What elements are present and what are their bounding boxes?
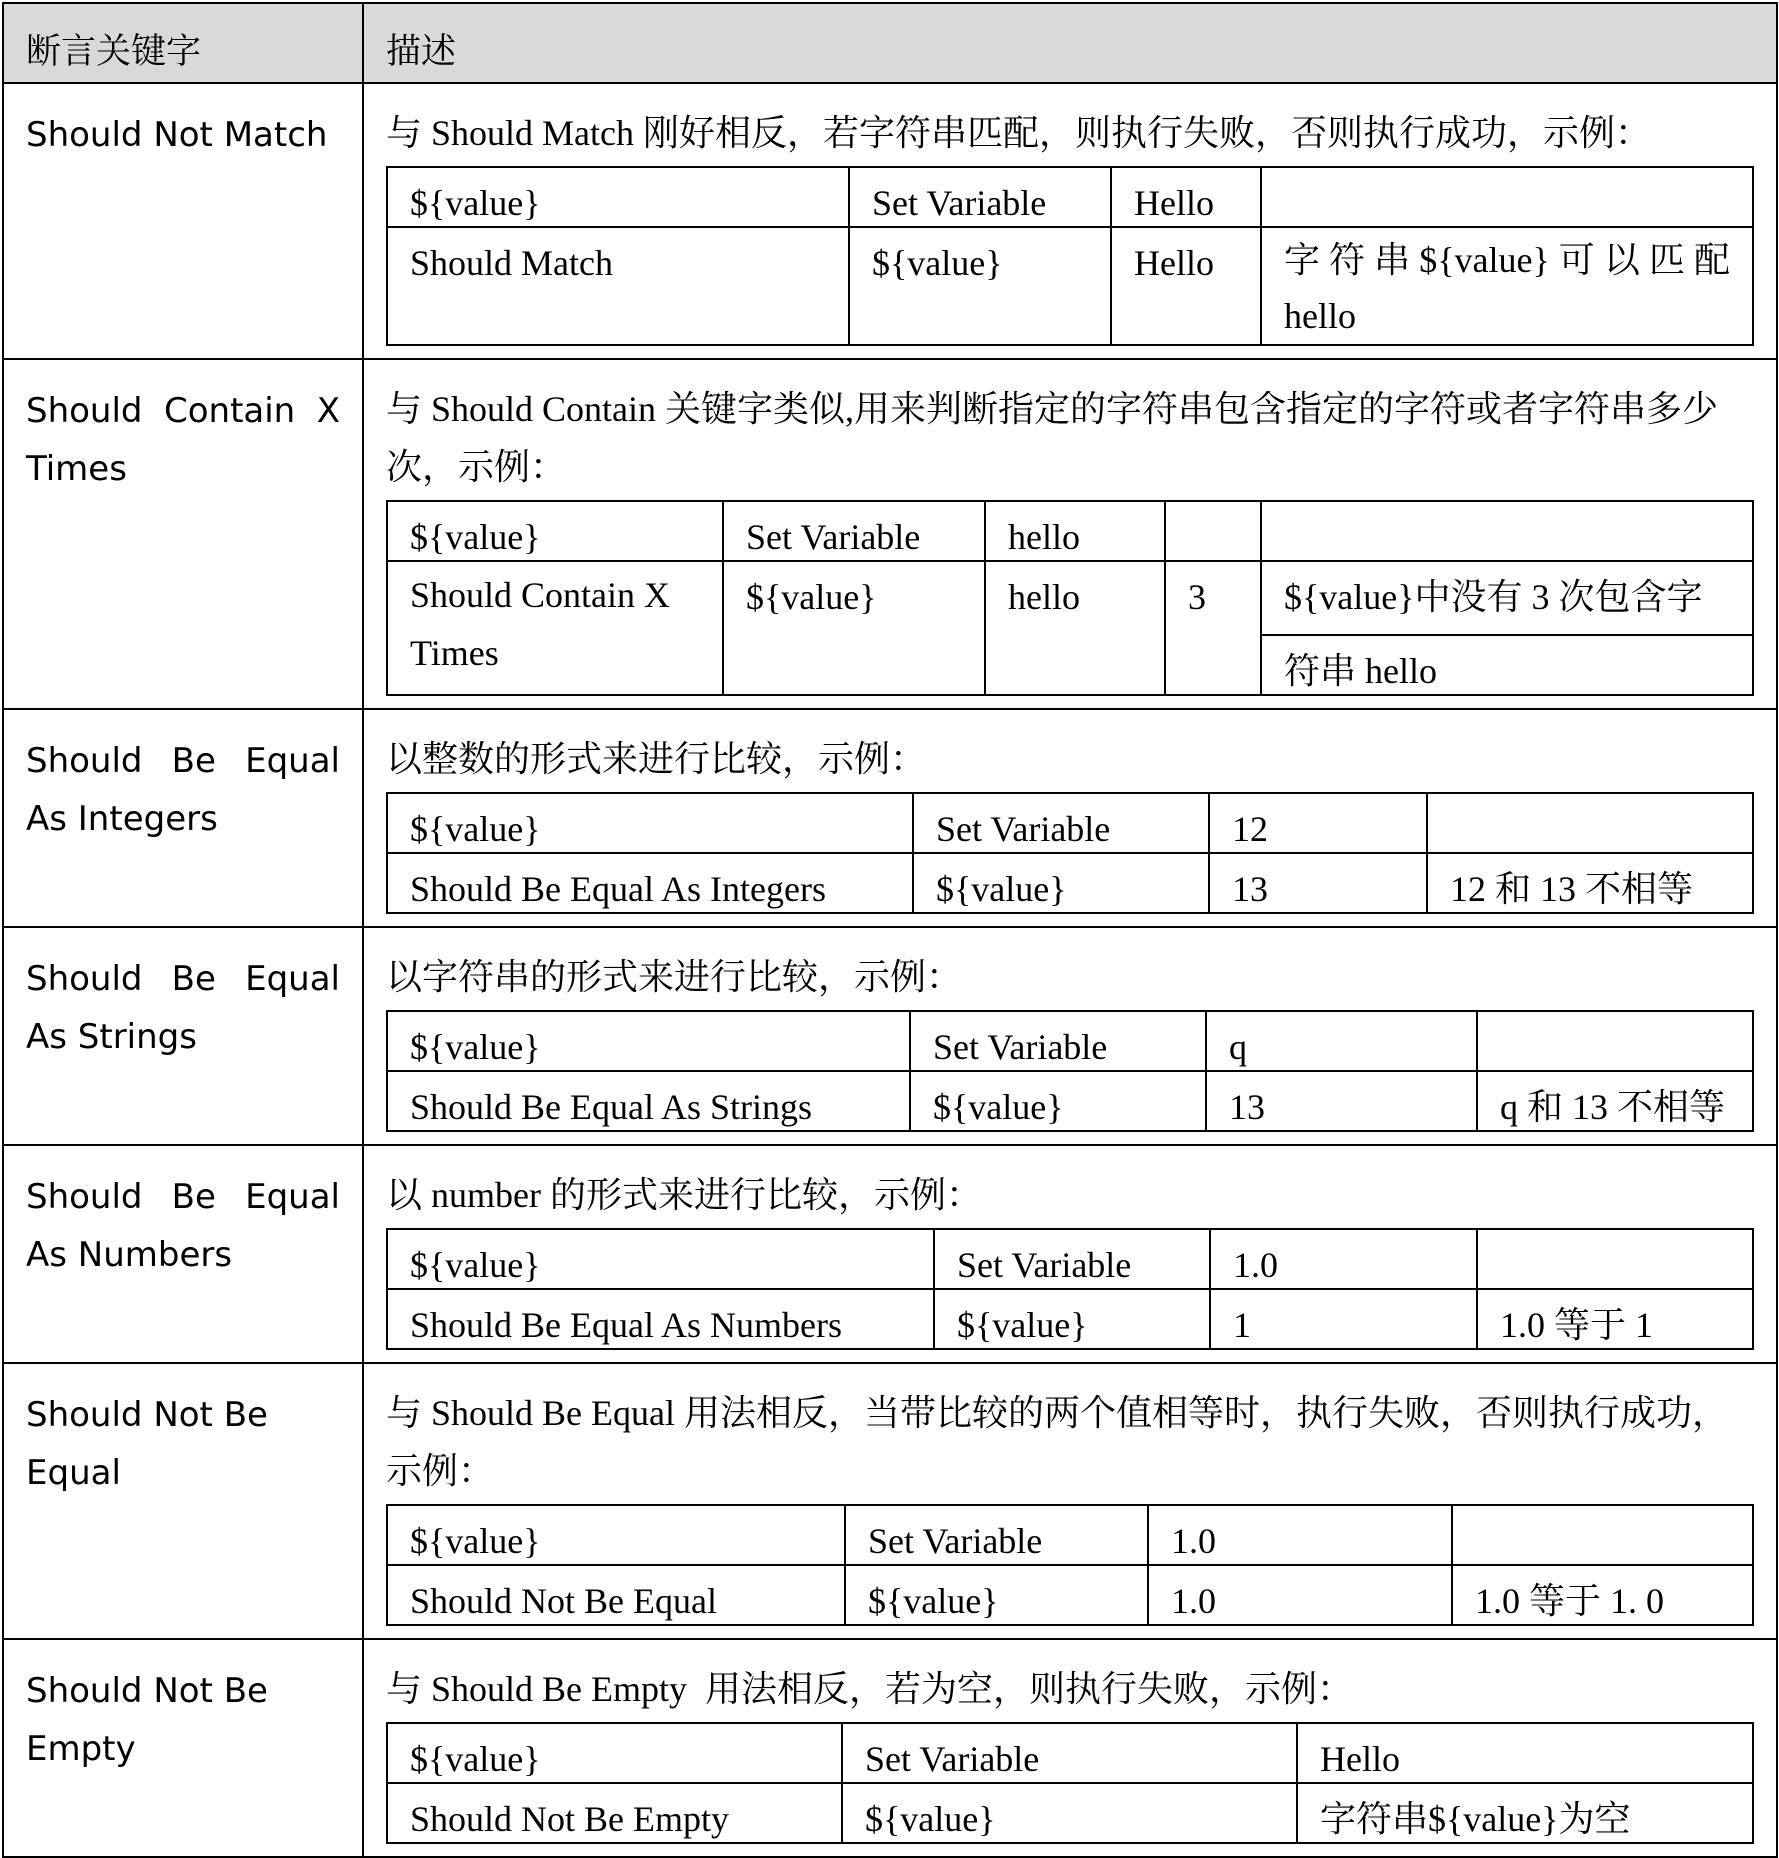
example-cell <box>1165 501 1261 561</box>
example-table <box>386 500 1754 696</box>
example-row <box>387 853 1753 913</box>
keyword-cell: Should Be Equal As Integers <box>3 709 363 927</box>
example-cell: 13 <box>1209 853 1427 913</box>
example-table <box>386 1504 1754 1626</box>
example-cell: hello <box>985 561 1165 695</box>
example-cell: ${value} <box>387 793 913 853</box>
example-row <box>387 1229 1753 1289</box>
table-row <box>3 927 1777 1145</box>
example-cell: ${value} <box>842 1783 1297 1843</box>
example-cell: ${value} <box>934 1289 1210 1349</box>
example-table <box>386 166 1754 346</box>
example-cell: Set Variable <box>845 1505 1148 1565</box>
example-cell <box>1452 1505 1753 1565</box>
description-cell <box>363 1639 1777 1857</box>
example-cell: Set Variable <box>910 1011 1206 1071</box>
example-cell: q 和 13 不相等 <box>1477 1071 1753 1131</box>
example-cell: Set Variable <box>723 501 985 561</box>
example-cell: Hello <box>1111 227 1261 345</box>
example-cell: q <box>1206 1011 1477 1071</box>
example-cell: ${value} <box>849 227 1111 345</box>
example-cell: 12 <box>1209 793 1427 853</box>
example-cell: ${value} <box>723 561 985 695</box>
example-cell: Hello <box>1297 1723 1753 1783</box>
example-cell: ${value} <box>845 1565 1148 1625</box>
table-row <box>3 83 1777 359</box>
example-row <box>387 1505 1753 1565</box>
example-cell: 1.0 <box>1210 1229 1477 1289</box>
example-table <box>386 1010 1754 1132</box>
example-cell: ${value} <box>910 1071 1206 1131</box>
example-cell: Should Be Equal As Numbers <box>387 1289 934 1349</box>
example-row <box>387 227 1753 345</box>
description-text: 与 Should Be Equal 用法相反，当带比较的两个值相等时，执行失败，否则执行成功，示例： <box>386 1393 1728 1491</box>
keyword-cell: Should Contain X Times <box>3 359 363 709</box>
example-row <box>387 1011 1753 1071</box>
example-row <box>387 1723 1753 1783</box>
example-cell: Should Not Be Equal <box>387 1565 845 1625</box>
example-cell: 1.0 <box>1148 1565 1452 1625</box>
description-text: 与 Should Be Empty 用法相反，若为空，则执行失败，示例： <box>386 1669 1354 1709</box>
table-row <box>3 1145 1777 1363</box>
example-cell <box>1261 167 1753 227</box>
example-cell: Should Be Equal As Integers <box>387 853 913 913</box>
example-cell: Should Match <box>387 227 849 345</box>
example-cell: 1.0 等于 1. 0 <box>1452 1565 1753 1625</box>
table-row <box>3 709 1777 927</box>
example-cell: 字符串${value}为空 <box>1297 1783 1753 1843</box>
description-cell <box>363 1363 1777 1639</box>
header-description: 描述 <box>363 3 1777 83</box>
assertion-keyword-table <box>2 2 1778 1858</box>
example-cell: ${value} <box>387 1723 842 1783</box>
example-table <box>386 1722 1754 1844</box>
description-text: 与 Should Match 刚好相反，若字符串匹配，则执行失败，否则执行成功，示例： <box>386 113 1651 153</box>
example-cell: hello <box>985 501 1165 561</box>
description-cell <box>363 359 1777 709</box>
example-cell: 1 <box>1210 1289 1477 1349</box>
example-cell <box>1261 501 1753 561</box>
example-cell: ${value}中没有 3 次包含字 <box>1261 561 1753 635</box>
keyword-cell: Should Not Match <box>3 83 363 359</box>
header-keyword: 断言关键字 <box>3 3 363 83</box>
keyword-cell: Should Be Equal As Numbers <box>3 1145 363 1363</box>
example-cell: ${value} <box>387 501 723 561</box>
example-cell: ${value} <box>387 1229 934 1289</box>
example-cell: ${value} <box>913 853 1209 913</box>
example-table <box>386 1228 1754 1350</box>
description-text: 与 Should Contain 关键字类似,用来判断指定的字符串包含指定的字符或者字符串多少次，示例： <box>386 389 1719 487</box>
example-cell: ${value} <box>387 1505 845 1565</box>
table-row <box>3 359 1777 709</box>
description-cell <box>363 709 1777 927</box>
table-row <box>3 1639 1777 1857</box>
example-cell: 13 <box>1206 1071 1477 1131</box>
example-cell: Should Contain X Times <box>387 561 723 695</box>
example-row <box>387 501 1753 561</box>
description-cell <box>363 83 1777 359</box>
example-cell: Set Variable <box>913 793 1209 853</box>
example-cell: ${value} <box>387 1011 910 1071</box>
example-cell: 字 符 串 ${value} 可 以 匹 配 hello <box>1261 227 1753 345</box>
example-table <box>386 792 1754 914</box>
example-cell: 1.0 <box>1148 1505 1452 1565</box>
description-cell <box>363 1145 1777 1363</box>
example-row <box>387 561 1753 635</box>
keyword-cell: Should Not Be Equal <box>3 1363 363 1639</box>
description-text: 以 number 的形式来进行比较，示例： <box>386 1175 982 1215</box>
keyword-cell: Should Be Equal As Strings <box>3 927 363 1145</box>
example-cell: Should Not Be Empty <box>387 1783 842 1843</box>
example-cell: Should Be Equal As Strings <box>387 1071 910 1131</box>
example-cell: Set Variable <box>934 1229 1210 1289</box>
example-cell: 1.0 等于 1 <box>1477 1289 1753 1349</box>
keyword-cell: Should Not Be Empty <box>3 1639 363 1857</box>
example-row <box>387 1783 1753 1843</box>
example-cell <box>1477 1011 1753 1071</box>
table-header-row <box>3 3 1777 83</box>
table-row <box>3 1363 1777 1639</box>
description-text: 以整数的形式来进行比较，示例： <box>386 739 927 779</box>
example-cell <box>1427 793 1753 853</box>
example-row <box>387 1289 1753 1349</box>
example-row <box>387 167 1753 227</box>
example-cell: Hello <box>1111 167 1261 227</box>
description-text: 以字符串的形式来进行比较，示例： <box>386 957 963 997</box>
example-cell: Set Variable <box>849 167 1111 227</box>
example-row <box>387 793 1753 853</box>
example-cell: Set Variable <box>842 1723 1297 1783</box>
description-cell <box>363 927 1777 1145</box>
example-cell: 3 <box>1165 561 1261 695</box>
example-row <box>387 1071 1753 1131</box>
example-cell: 12 和 13 不相等 <box>1427 853 1753 913</box>
example-cell <box>1477 1229 1753 1289</box>
example-cell: 符串 hello <box>1261 635 1753 695</box>
example-row <box>387 1565 1753 1625</box>
example-cell: ${value} <box>387 167 849 227</box>
